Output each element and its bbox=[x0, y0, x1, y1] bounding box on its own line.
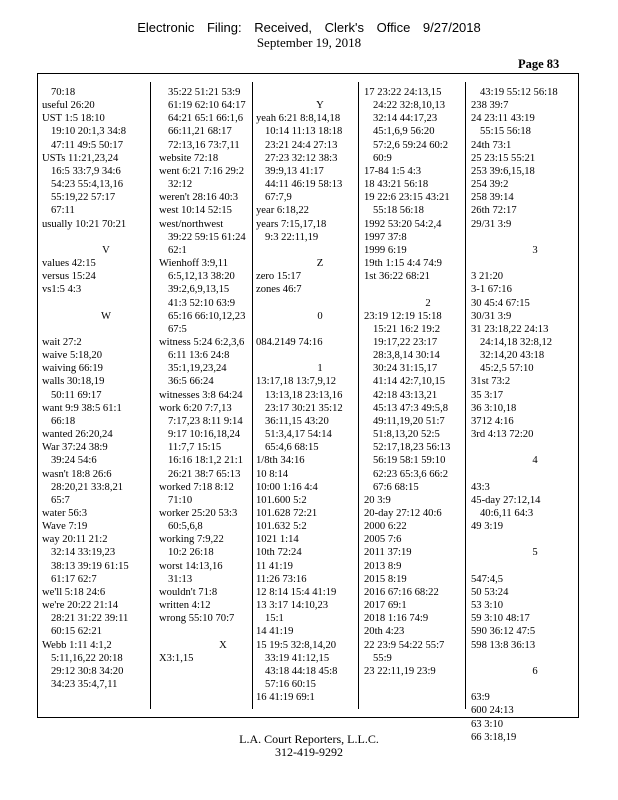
index-entry: 101.600 5:2 bbox=[256, 494, 307, 506]
index-continuation: 29:12 30:8 34:20 bbox=[51, 665, 124, 677]
index-entry: 19th 1:15 4:4 74:9 bbox=[364, 258, 442, 270]
index-entry: versus 15:24 bbox=[42, 271, 96, 283]
index-entry: 1999 6:19 bbox=[364, 244, 407, 256]
index-continuation: 67:11 bbox=[51, 205, 75, 217]
index-column-5 bbox=[471, 86, 599, 744]
index-continuation: 13:13,18 23:13,16 bbox=[265, 389, 343, 401]
index-continuation: 65:4,6 68:15 bbox=[265, 442, 319, 454]
index-continuation: 16:5 33:7,9 34:6 bbox=[51, 165, 121, 177]
index-continuation: 23:21 24:4 27:13 bbox=[265, 139, 338, 151]
index-entry: Wienhoff 3:9,11 bbox=[159, 258, 229, 270]
index-continuation: 16:16 18:1,2 21:1 bbox=[168, 455, 244, 467]
index-continuation: 54:23 55:4,13,16 bbox=[51, 179, 124, 191]
index-entry: 3-1 67:16 bbox=[471, 284, 512, 296]
index-entry: years 7:15,17,18 bbox=[256, 218, 327, 230]
index-entry: 2015 8:19 bbox=[364, 573, 407, 585]
index-entry: 35 3:17 bbox=[471, 389, 504, 401]
index-continuation: 39:22 59:15 61:24 bbox=[168, 231, 246, 243]
index-continuation: 34:23 35:4,7,11 bbox=[51, 679, 118, 691]
index-entry: witnesses 3:8 64:24 bbox=[159, 389, 243, 401]
letter-heading: W bbox=[101, 310, 111, 322]
index-continuation: 55:18 56:18 bbox=[373, 205, 424, 217]
index-entry: 24th 73:1 bbox=[471, 139, 512, 151]
index-entry: 25 23:15 55:21 bbox=[471, 152, 536, 164]
index-continuation: 65:7 bbox=[51, 494, 70, 506]
index-entry: 18 43:21 56:18 bbox=[364, 179, 429, 191]
index-continuation: 30:24 31:15,17 bbox=[373, 363, 438, 375]
index-entry: 11:26 73:16 bbox=[256, 573, 307, 585]
index-continuation: 36:5 66:24 bbox=[168, 376, 214, 388]
index-continuation: 38:13 39:19 61:15 bbox=[51, 560, 129, 572]
index-entry: want 9:9 38:5 61:1 bbox=[42, 402, 122, 414]
index-entry: 11 41:19 bbox=[256, 560, 293, 572]
index-entry: 1997 37:8 bbox=[364, 231, 407, 243]
index-entry: 15 19:5 32:8,14,20 bbox=[256, 639, 337, 651]
index-entry: 26th 72:17 bbox=[471, 205, 517, 217]
index-continuation: 6:11 13:6 24:8 bbox=[168, 350, 230, 362]
index-continuation: 28:3,8,14 30:14 bbox=[373, 350, 440, 362]
letter-heading: 6 bbox=[532, 665, 538, 677]
index-entry: 50 53:24 bbox=[471, 586, 509, 598]
index-entry: 101.628 72:21 bbox=[256, 508, 318, 519]
index-entry: 49 3:19 bbox=[471, 521, 504, 533]
index-continuation: 15:21 16:2 19:2 bbox=[373, 323, 441, 335]
index-entry: yeah 6:21 8:8,14,18 bbox=[256, 113, 341, 125]
index-continuation: 45:2,5 57:10 bbox=[480, 363, 534, 375]
index-continuation: 9:3 22:11,19 bbox=[265, 231, 319, 243]
filing-stamp-line: Electronic Filing: Received, Clerk's Office 9/27/2018 bbox=[137, 20, 481, 35]
index-continuation: 23:17 30:21 35:12 bbox=[265, 402, 343, 414]
index-continuation: 32:12 bbox=[168, 179, 193, 191]
index-entry: 3712 4:16 bbox=[471, 415, 514, 427]
index-entry bbox=[471, 468, 599, 481]
index-continuation: 19:10 20:1,3 34:8 bbox=[51, 126, 127, 138]
index-entry bbox=[471, 652, 599, 665]
index-entry: 12 8:14 15:4 41:19 bbox=[256, 586, 337, 598]
index-entry: 13 3:17 14:10,23 bbox=[256, 600, 329, 612]
index-entry: 17 23:22 24:13,15 bbox=[364, 87, 442, 98]
index-entry: 29/31 3:9 bbox=[471, 218, 512, 230]
index-entry: 17-84 1:5 4:3 bbox=[364, 165, 422, 177]
index-continuation: 36:11,15 43:20 bbox=[265, 415, 329, 427]
index-entry: 43:3 bbox=[471, 481, 490, 493]
index-entry bbox=[42, 231, 170, 244]
letter-heading: 1 bbox=[317, 363, 323, 375]
index-continuation: 56:19 58:1 59:10 bbox=[373, 455, 446, 467]
index-entry: water 56:3 bbox=[42, 508, 88, 519]
index-entry: we'll 5:18 24:6 bbox=[42, 586, 106, 598]
index-entry bbox=[42, 297, 170, 310]
index-continuation: 71:10 bbox=[168, 494, 193, 506]
index-continuation: 43:19 55:12 56:18 bbox=[480, 87, 558, 98]
index-continuation: 32:14 33:19,23 bbox=[51, 547, 116, 559]
index-entry: 1992 53:20 54:2,4 bbox=[364, 218, 442, 230]
index-entry: 2000 6:22 bbox=[364, 521, 407, 533]
index-entry: 590 36:12 47:5 bbox=[471, 626, 536, 638]
index-continuation: 39:2,6,9,13,15 bbox=[168, 284, 230, 296]
index-entry bbox=[471, 678, 599, 691]
index-entry: zones 46:7 bbox=[256, 284, 302, 296]
index-entry bbox=[471, 533, 599, 546]
index-continuation: 55:15 56:18 bbox=[480, 126, 531, 138]
index-continuation: 15:1 bbox=[265, 613, 284, 625]
index-entry: wouldn't 71:8 bbox=[159, 586, 218, 598]
index-entry: 3rd 4:13 72:20 bbox=[471, 429, 534, 441]
index-continuation: 6:5,12,13 38:20 bbox=[168, 271, 235, 283]
index-continuation: 24:22 32:8,10,13 bbox=[373, 100, 446, 112]
index-entry: 600 24:13 bbox=[471, 705, 514, 717]
index-entry: 2018 1:16 74:9 bbox=[364, 613, 429, 625]
index-entry: Webb 1:11 4:1,2 bbox=[42, 639, 112, 651]
index-entry: 23 22:11,19 23:9 bbox=[364, 665, 436, 677]
index-continuation: 45:13 47:3 49:5,8 bbox=[373, 402, 449, 414]
index-continuation: 52:17,18,23 56:13 bbox=[373, 442, 451, 454]
index-entry: 30 45:4 67:15 bbox=[471, 297, 530, 309]
index-entry: year 6:18,22 bbox=[256, 205, 309, 217]
index-entry: wait 27:2 bbox=[42, 336, 82, 348]
letter-heading: Z bbox=[316, 258, 324, 270]
index-entry: 31 23:18,22 24:13 bbox=[471, 323, 549, 335]
index-continuation: 66:18 bbox=[51, 415, 76, 427]
page-number: Page 83 bbox=[518, 57, 560, 71]
index-entry: 63:9 bbox=[471, 692, 490, 704]
index-continuation: 9:17 10:16,18,24 bbox=[168, 429, 241, 441]
index-entry bbox=[471, 441, 599, 454]
letter-heading: Y bbox=[316, 100, 324, 112]
index-entry: 101.632 5:2 bbox=[256, 521, 307, 533]
index-entry: X3:1,15 bbox=[159, 652, 194, 664]
index-continuation: 31:13 bbox=[168, 573, 193, 585]
letter-heading: 5 bbox=[532, 547, 538, 559]
index-entry: 2013 8:9 bbox=[364, 560, 402, 572]
index-entry: 20 3:9 bbox=[364, 494, 391, 506]
index-continuation: 39:24 54:6 bbox=[51, 455, 97, 467]
index-continuation: 43:18 44:18 45:8 bbox=[265, 665, 338, 677]
index-continuation: 49:11,19,20 51:7 bbox=[373, 415, 445, 427]
index-continuation: 72:13,16 73:7,11 bbox=[168, 139, 240, 151]
index-column-1 bbox=[42, 86, 170, 691]
index-continuation: 32:14,20 43:18 bbox=[480, 350, 545, 362]
index-continuation: 57:2,6 59:24 60:2 bbox=[373, 139, 449, 151]
index-continuation: 33:19 41:12,15 bbox=[265, 652, 330, 664]
index-continuation: 32:14 44:17,23 bbox=[373, 113, 438, 125]
filing-header bbox=[0, 20, 618, 50]
index-entry: vs1:5 4:3 bbox=[42, 284, 82, 296]
index-continuation: 41:3 52:10 63:9 bbox=[168, 297, 236, 309]
index-continuation: 64:21 65:1 66:1,6 bbox=[168, 113, 244, 125]
index-entry: 30/31 3:9 bbox=[471, 310, 512, 322]
index-entry: we're 20:22 21:14 bbox=[42, 600, 119, 612]
letter-heading: V bbox=[102, 244, 110, 256]
index-entry: useful 26:20 bbox=[42, 100, 95, 112]
index-entry: wasn't 18:8 26:6 bbox=[42, 468, 112, 480]
index-entry: 2017 69:1 bbox=[364, 600, 407, 612]
index-entry bbox=[471, 257, 599, 270]
index-entry: 23:19 12:19 15:18 bbox=[364, 310, 442, 322]
index-entry: 598 13:8 36:13 bbox=[471, 639, 536, 651]
index-continuation: 60:15 62:21 bbox=[51, 626, 102, 638]
index-entry: 10:00 1:16 4:4 bbox=[256, 481, 318, 493]
index-continuation: 28:21 31:22 39:11 bbox=[51, 613, 129, 625]
index-continuation: 51:8,13,20 52:5 bbox=[373, 429, 440, 441]
index-continuation: 62:23 65:3,6 66:2 bbox=[373, 468, 449, 480]
index-entry: 59 3:10 48:17 bbox=[471, 613, 530, 625]
letter-heading: 2 bbox=[425, 297, 431, 309]
index-entry: 547:4,5 bbox=[471, 573, 504, 585]
index-entry: 2016 67:16 68:22 bbox=[364, 586, 439, 598]
index-entry: 253 39:6,15,18 bbox=[471, 165, 535, 177]
index-continuation: 28:20,21 33:8,21 bbox=[51, 481, 124, 493]
index-entry: went 6:21 7:16 29:2 bbox=[159, 165, 245, 177]
index-entry: written 4:12 bbox=[159, 600, 211, 612]
index-continuation: 51:3,4,17 54:14 bbox=[265, 429, 332, 441]
index-continuation: 11:7,7 15:15 bbox=[168, 442, 222, 454]
index-entry: 1st 36:22 68:21 bbox=[364, 271, 430, 283]
index-entry: west 10:14 52:15 bbox=[159, 205, 232, 217]
hearing-date: September 19, 2018 bbox=[256, 35, 362, 50]
index-entry: 31st 73:2 bbox=[471, 376, 511, 388]
index-entry: War 37:24 38:9 bbox=[42, 442, 108, 454]
index-entry: 53 3:10 bbox=[471, 600, 504, 612]
index-entry: waiving 66:19 bbox=[42, 363, 103, 375]
letter-heading: X bbox=[219, 639, 227, 651]
index-continuation: 66:11,21 68:17 bbox=[168, 126, 232, 138]
index-entry: 084.2149 74:16 bbox=[256, 336, 323, 348]
index-continuation: 35:22 51:21 53:9 bbox=[168, 87, 241, 98]
index-entry: usually 10:21 70:21 bbox=[42, 218, 127, 230]
index-entry: USTs 11:21,23,24 bbox=[42, 152, 119, 164]
index-continuation: 19:17,22 23:17 bbox=[373, 336, 438, 348]
index-continuation: 44:11 46:19 58:13 bbox=[265, 179, 343, 191]
index-entry: 254 39:2 bbox=[471, 179, 509, 191]
index-continuation: 45:1,6,9 56:20 bbox=[373, 126, 435, 138]
index-entry: wrong 55:10 70:7 bbox=[159, 613, 235, 625]
index-entry: zero 15:17 bbox=[256, 271, 302, 283]
index-continuation: 40:6,11 64:3 bbox=[480, 508, 534, 519]
index-continuation: 27:23 32:12 38:3 bbox=[265, 152, 338, 164]
index-continuation: 10:2 26:18 bbox=[168, 547, 214, 559]
index-entry: worst 14:13,16 bbox=[159, 560, 223, 572]
index-entry: values 42:15 bbox=[42, 258, 96, 270]
index-continuation: 61:17 62:7 bbox=[51, 573, 97, 585]
index-entry: 14 41:19 bbox=[256, 626, 294, 638]
index-entry: UST 1:5 18:10 bbox=[42, 113, 105, 125]
index-entry bbox=[471, 560, 599, 573]
index-entry: west/northwest bbox=[159, 218, 224, 230]
index-continuation: 65:16 66:10,12,23 bbox=[168, 310, 246, 322]
index-entry: wanted 26:20,24 bbox=[42, 429, 113, 441]
index-continuation: 41:14 42:7,10,15 bbox=[373, 376, 446, 388]
index-continuation: 35:1,19,23,24 bbox=[168, 363, 227, 375]
index-entry: 2005 7:6 bbox=[364, 534, 402, 546]
index-continuation: 67:6 68:15 bbox=[373, 481, 419, 493]
index-entry: 24 23:11 43:19 bbox=[471, 113, 535, 125]
index-continuation: 39:9,13 41:17 bbox=[265, 165, 324, 177]
index-continuation: 62:1 bbox=[168, 244, 187, 256]
index-entry: 2011 37:19 bbox=[364, 547, 412, 559]
letter-heading: 3 bbox=[532, 244, 538, 256]
index-entry: 63 3:10 bbox=[471, 718, 504, 730]
index-entry: 22 23:9 54:22 55:7 bbox=[364, 639, 445, 651]
index-continuation: 42:18 43:13,21 bbox=[373, 389, 438, 401]
index-entry: 10th 72:24 bbox=[256, 547, 302, 559]
index-entry: 19 22:6 23:15 43:21 bbox=[364, 192, 450, 204]
index-entry: weren't 28:16 40:3 bbox=[159, 192, 238, 204]
index-continuation: 55:9 bbox=[373, 652, 392, 664]
index-continuation: 67:7,9 bbox=[265, 192, 292, 204]
index-entry: 1021 1:14 bbox=[256, 534, 299, 546]
index-entry: 16 41:19 69:1 bbox=[256, 692, 315, 704]
index-entry: 66 3:18,19 bbox=[471, 731, 517, 743]
index-continuation: 26:21 38:7 65:13 bbox=[168, 468, 241, 480]
index-entry: 3 21:20 bbox=[471, 271, 504, 283]
index-entry: waive 5:18,20 bbox=[42, 350, 103, 362]
court-reporter-phone: 312-419-9292 bbox=[275, 745, 343, 759]
index-continuation: 57:16 60:15 bbox=[265, 679, 316, 691]
index-continuation: 60:9 bbox=[373, 152, 392, 164]
footer bbox=[0, 733, 618, 759]
index-entry: 36 3:10,18 bbox=[471, 402, 517, 414]
letter-heading: 0 bbox=[317, 310, 323, 322]
letter-heading: 4 bbox=[532, 455, 538, 467]
index-entry: walls 30:18,19 bbox=[42, 376, 105, 388]
index-entry: way 20:11 21:2 bbox=[42, 534, 108, 546]
index-entry: 258 39:14 bbox=[471, 192, 514, 204]
index-entry: 13:17,18 13:7,9,12 bbox=[256, 376, 337, 388]
index-entry: working 7:9,22 bbox=[159, 534, 224, 546]
index-continuation: 55:19,22 57:17 bbox=[51, 192, 116, 204]
index-entry: work 6:20 7:7,13 bbox=[159, 402, 232, 414]
index-continuation: 7:17,23 8:11 9:14 bbox=[168, 415, 243, 427]
index-entry: Wave 7:19 bbox=[42, 521, 88, 533]
index-entry bbox=[471, 231, 599, 244]
index-entry: 1/8th 34:16 bbox=[256, 455, 305, 467]
index-entry: 238 39:7 bbox=[471, 100, 509, 112]
index-entry: 45-day 27:12,14 bbox=[471, 494, 541, 506]
index-continuation: 61:19 62:10 64:17 bbox=[168, 100, 246, 112]
index-entry: website 72:18 bbox=[159, 152, 219, 164]
index-entry: worked 7:18 8:12 bbox=[159, 481, 234, 493]
index-continuation: 24:14,18 32:8,12 bbox=[480, 336, 553, 348]
index-entry: worker 25:20 53:3 bbox=[159, 508, 238, 519]
index-continuation: 70:18 bbox=[51, 87, 76, 98]
index-entry: 20th 4:23 bbox=[364, 626, 405, 638]
index-continuation: 67:5 bbox=[168, 323, 187, 335]
court-reporter-name: L.A. Court Reporters, L.L.C. bbox=[239, 732, 379, 746]
index-continuation: 47:11 49:5 50:17 bbox=[51, 139, 123, 151]
index-entry: 20-day 27:12 40:6 bbox=[364, 508, 442, 519]
index-entry: witness 5:24 6:2,3,6 bbox=[159, 336, 245, 348]
index-continuation: 10:14 11:13 18:18 bbox=[265, 126, 343, 138]
index-continuation: 50:11 69:17 bbox=[51, 389, 102, 401]
index-entry: 10 8:14 bbox=[256, 468, 289, 480]
index-continuation: 5:11,16,22 20:18 bbox=[51, 652, 123, 664]
index-entry bbox=[42, 323, 170, 336]
index-continuation: 60:5,6,8 bbox=[168, 521, 203, 533]
